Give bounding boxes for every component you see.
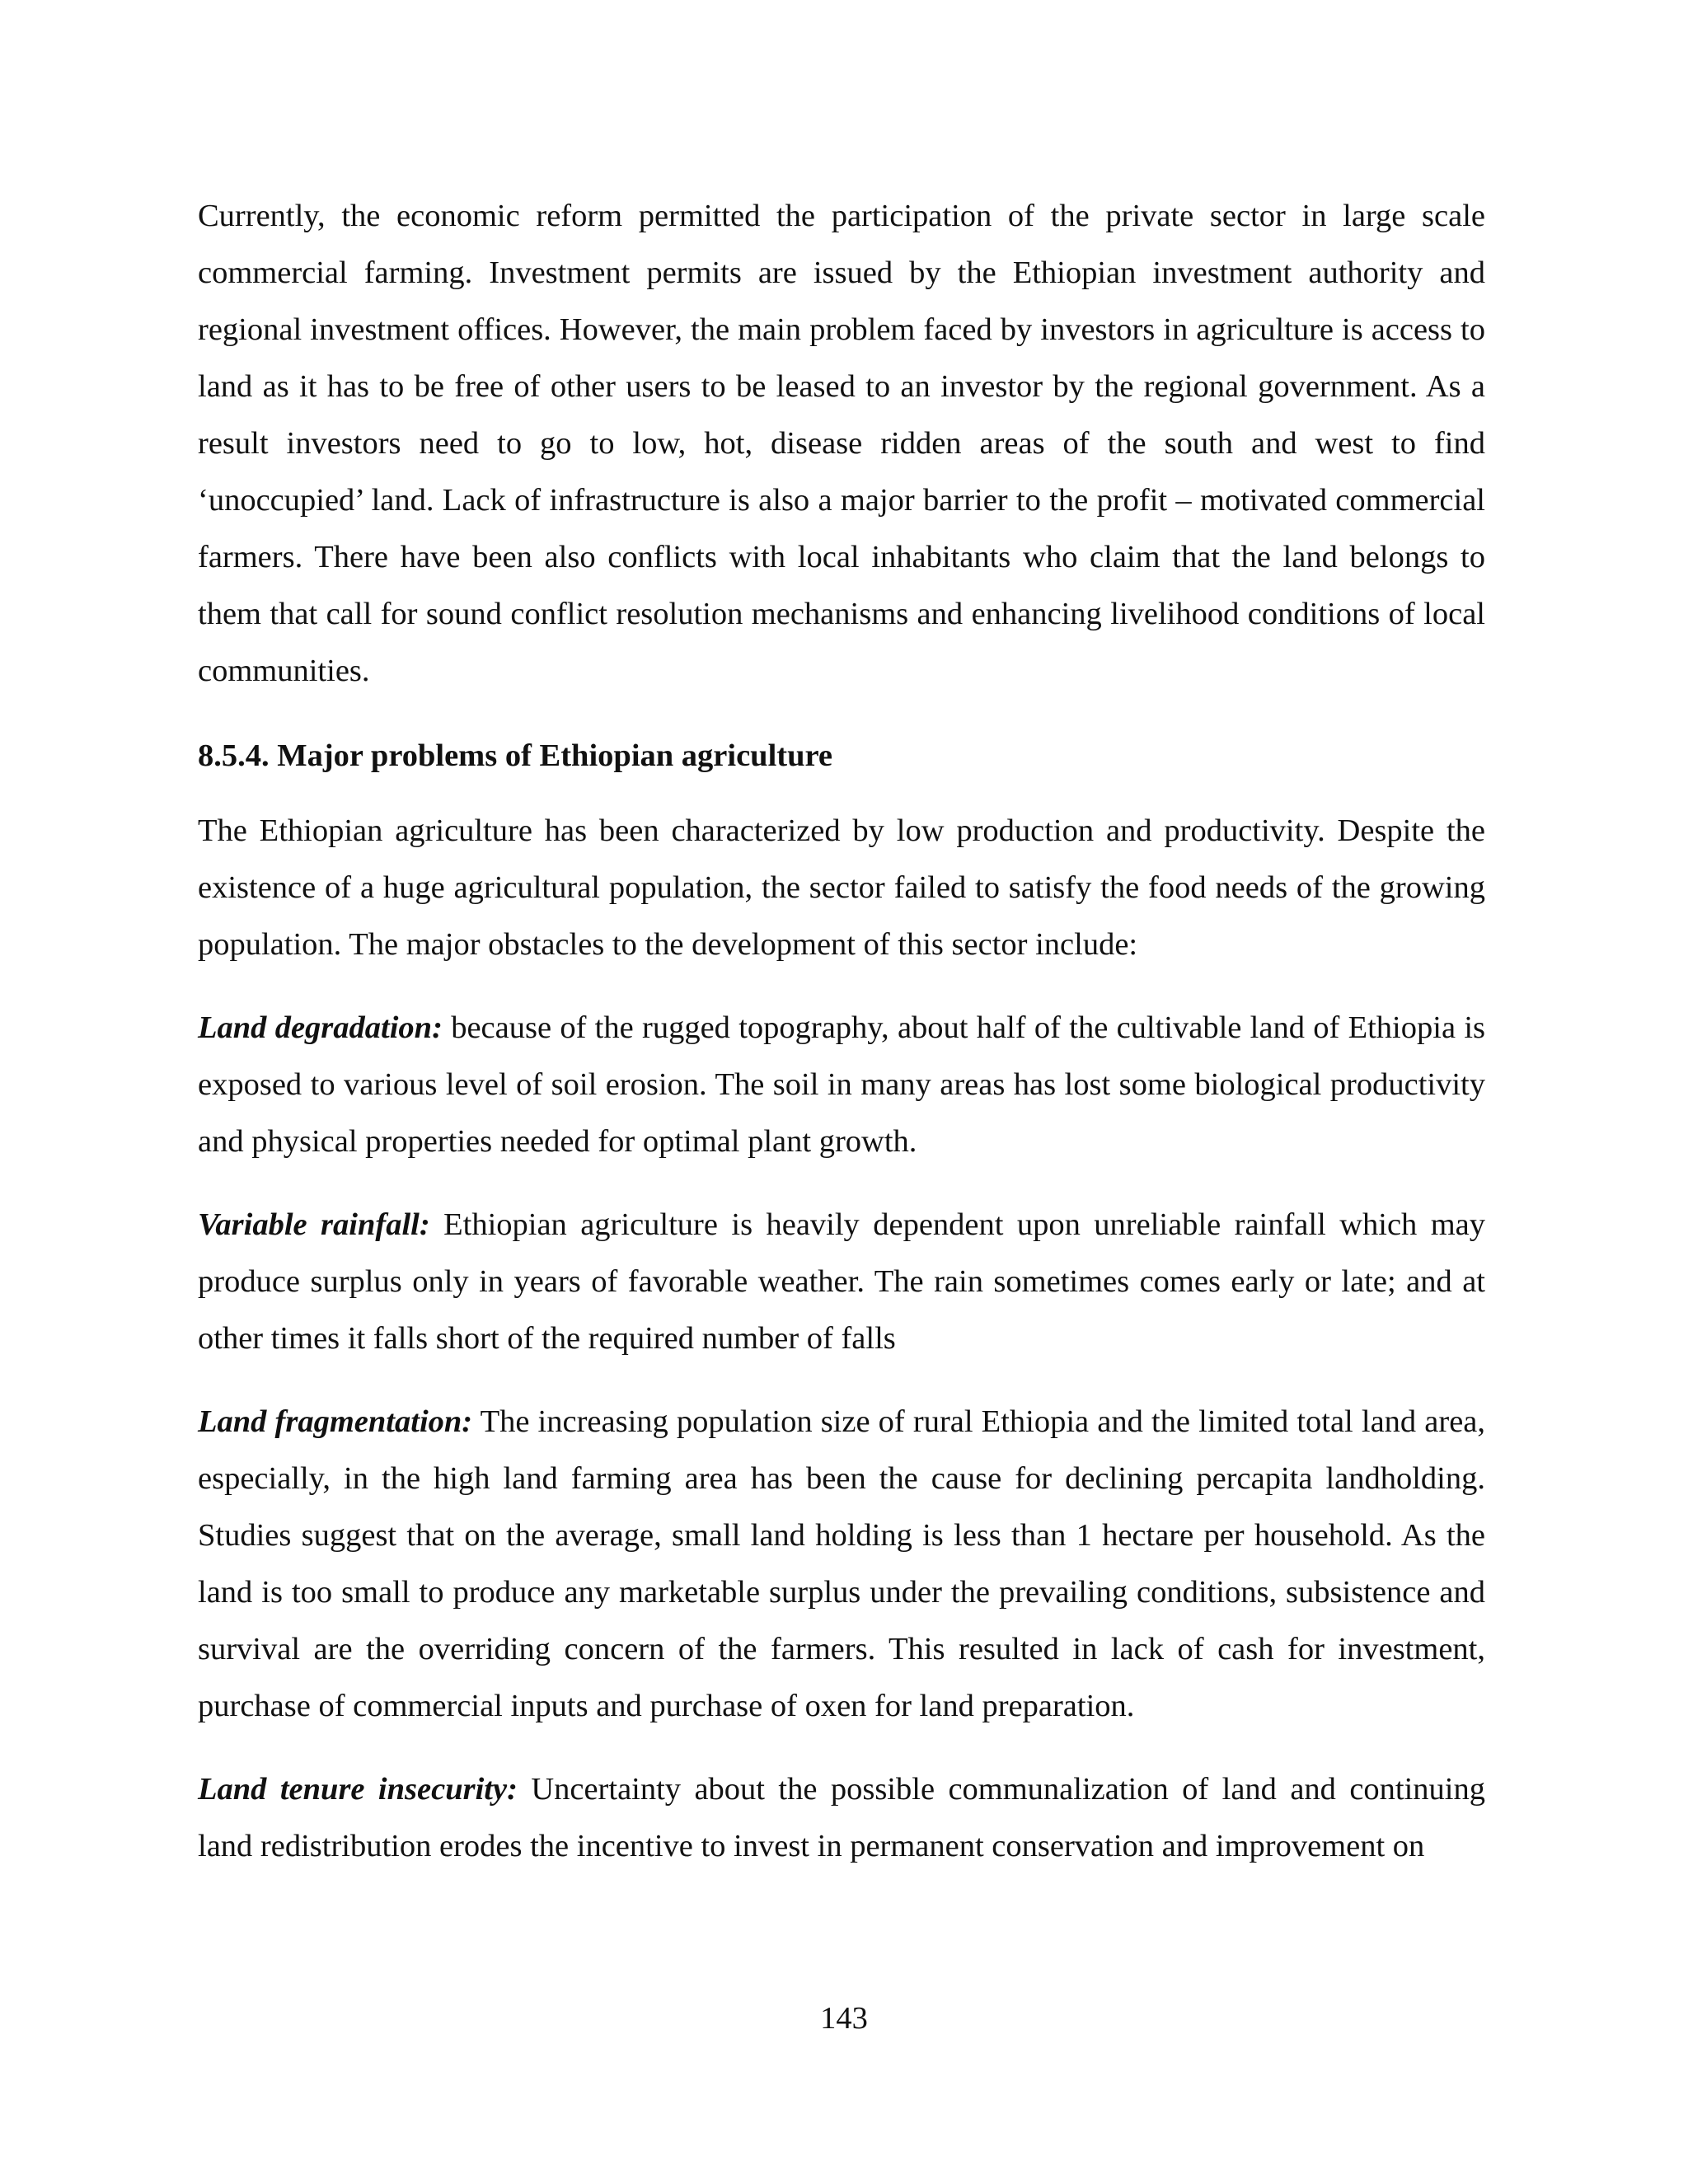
problem-term: Land degradation: — [198, 1010, 443, 1045]
problem-land-fragmentation — [198, 1394, 1485, 1735]
problem-term: Variable rainfall: — [198, 1207, 430, 1242]
problem-text: Uncertainty about the possible communalization of land and continuing land redistribution erodes the incentive to invest in permanent conservation and improvement on — [198, 1772, 1485, 1863]
problem-text: Ethiopian agriculture is heavily dependent upon unreliable rainfall which may produce surplus only in years of favorable weather. The rain sometimes comes early or late; and at other times it falls short of the required number of falls — [198, 1207, 1485, 1356]
problem-land-tenure-insecurity — [198, 1761, 1485, 1875]
problem-land-degradation — [198, 1000, 1485, 1170]
section-heading: 8.5.4. Major problems of Ethiopian agriculture — [198, 738, 832, 773]
page-body — [198, 188, 1485, 1875]
problem-term: Land tenure insecurity: — [198, 1772, 518, 1807]
problem-term: Land fragmentation: — [198, 1404, 473, 1439]
problem-text: The increasing population size of rural Ethiopia and the limited total land area, especially, in the high land farming area has been the cause for declining percapita landholding. Studies suggest that on the average, small land holding is less than 1 hectare per household. As the land is too small to produce any marketable surplus under the prevailing conditions, subsistence and survival are the overriding concern of the farmers. This resulted in lack of cash for investment, purchase of commercial inputs and purchase of oxen for land preparation. — [198, 1404, 1485, 1723]
page-number: 143 — [820, 2001, 868, 2036]
problem-text: because of the rugged topography, about half of the cultivable land of Ethiopia is exposed to various level of soil erosion. The soil in many areas has lost some biological productivity and physical properties needed for optimal plant growth. — [198, 1010, 1485, 1159]
problem-variable-rainfall — [198, 1197, 1485, 1367]
section-intro-paragraph: The Ethiopian agriculture has been characterized by low production and productivity. Despite the existence of a huge agricultural population, the sector failed to satisfy the food needs of the growing population. The major obstacles to the development of this sector include: — [198, 813, 1485, 962]
intro-paragraph: Currently, the economic reform permitted the participation of the private sector in large scale commercial farming. Investment permits are issued by the Ethiopian investment authority and regional investment offices. However, the main problem faced by investors in agriculture is access to land as it has to be free of other users to be leased to an investor by the regional government. As a result investors need to go to low, hot, disease ridden areas of the south and west to find ‘unoccupied’ land. Lack of infrastructure is also a major barrier to the profit – motivated commercial farmers. There have been also conflicts with local inhabitants who claim that the land belongs to them that call for sound conflict resolution mechanisms and enhancing livelihood conditions of local communities. — [198, 199, 1485, 688]
